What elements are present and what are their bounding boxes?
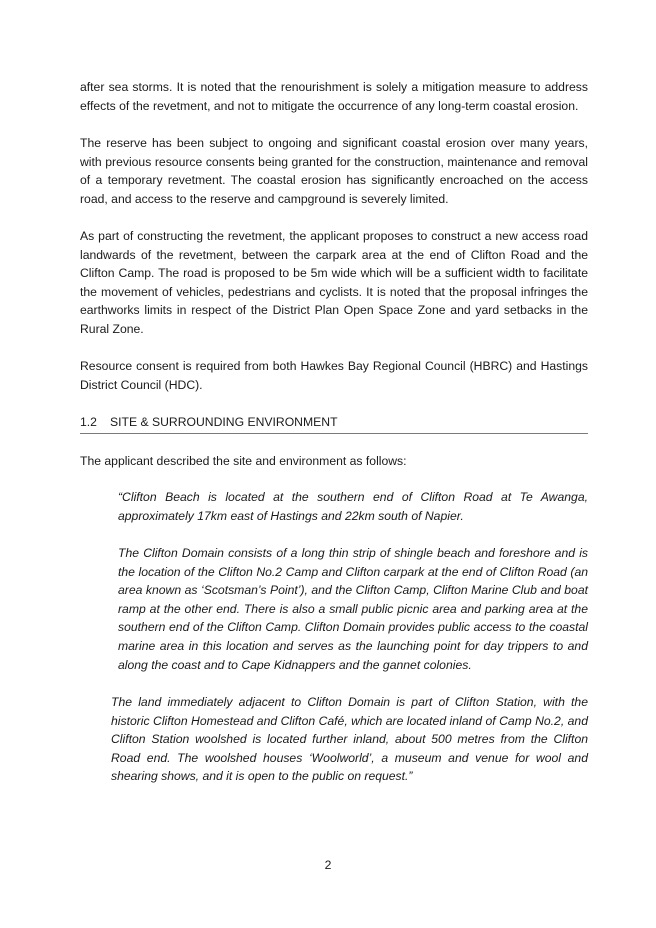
paragraph-coastal-erosion: The reserve has been subject to ongoing and significant coastal erosion over many years, with previous resource consents being granted for the construction, maintenance and removal of a temporary revetment. The coastal erosion has significantly encroached on the access road, and access to the reserve and campground is severely limited. <box>80 136 588 206</box>
paragraph-resource-consent: Resource consent is required from both Hawkes Bay Regional Council (HBRC) and Hastings District Council (HDC). <box>80 359 588 392</box>
paragraph-access-road: As part of constructing the revetment, the applicant proposes to construct a new access road landwards of the revetment, between the carpark area at the end of Clifton Road and the Clifton Camp. The road is proposed to be 5m wide which will be a sufficient width to facilitate the movement of vehicles, pedestrians and cyclists. It is noted that the proposal infringes the earthworks limits in respect of the District Plan Open Space Zone and yard setbacks in the Rural Zone. <box>80 229 588 336</box>
section-number: 1.2 <box>80 415 97 429</box>
quote-clifton-station: The land immediately adjacent to Clifton Domain is part of Clifton Station, with the historic Clifton Homestead and Clifton Café, which are located inland of Camp No.2, and Clifton Station woolshed is located further inland, about 500 metres from the Clifton Road end. The woolshed houses ‘Woolworld’, a museum and venue for wool and shearing shows, and it is open to the public on request.” <box>111 695 588 784</box>
quote-clifton-domain: The Clifton Domain consists of a long thin strip of shingle beach and foreshore and is the location of the Clifton No.2 Camp and Clifton carpark at the end of Clifton Road (an area known as ‘Scotsman’s Point’), and the Clifton Camp, Clifton Marine Club and boat ramp at the other end. There is also a small public picnic area and parking area at the southern end of the Clifton Camp. Clifton Domain provides public access to the coastal marine area in this location and serves as the launching point for day trippers to and along the coast and to Cape Kidnappers and the gannet colonies. <box>118 546 588 672</box>
page-number: 2 <box>324 858 332 872</box>
section-title: SITE & SURROUNDING ENVIRONMENT <box>110 415 338 429</box>
section-heading <box>80 413 588 434</box>
intro-paragraph: The applicant described the site and environment as follows: <box>80 454 407 468</box>
paragraph-renourishment: after sea storms. It is noted that the renourishment is solely a mitigation measure to address effects of the revetment, and not to mitigate the occurrence of any long-term coastal erosion. <box>80 80 588 113</box>
quote-clifton-beach: “Clifton Beach is located at the southern end of Clifton Road at Te Awanga, approximately 17km east of Hastings and 22km south of Napier. <box>118 490 588 523</box>
